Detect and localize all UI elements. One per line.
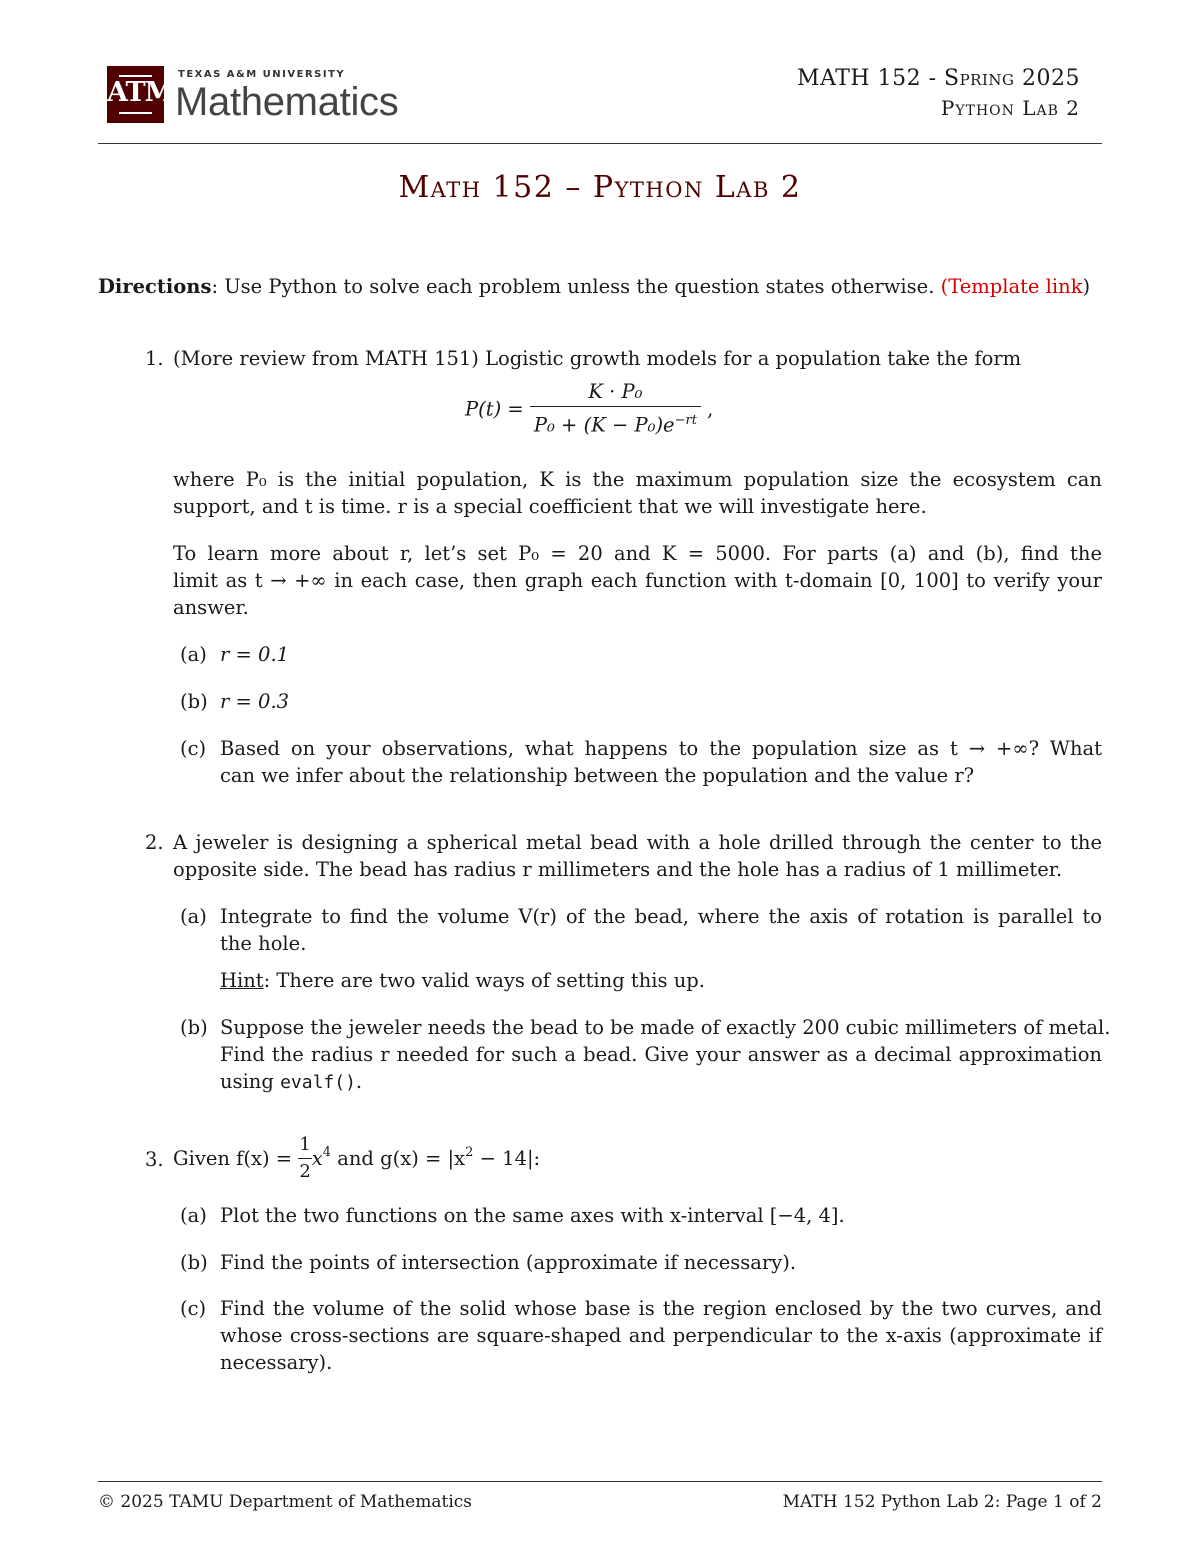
b-line3-post: . [355,1070,363,1093]
p3-c-line3: necessary). [220,1351,333,1374]
hint-text: : There are two valid ways of setting this up. [263,969,705,992]
given-fraction [298,1132,311,1185]
template-link-close: ) [1082,275,1091,298]
p1-c-line2: can we infer about the relationship between the population and the value r? [220,764,975,787]
part-text: Find the points of intersection (approximate if necessary). [220,1251,797,1274]
logo-bar-bottom [119,112,152,114]
part-label: (c) [180,737,207,760]
p2-b-line2: Find the radius r needed for such a bead. Give your answer as a decimal approximation [220,1043,1102,1066]
problem-3 [0,1132,1200,1192]
p2-a-line1: Integrate to find the volume V(r) of the bead, where the axis of rotation is parallel to [220,905,1102,928]
header-course: MATH 152 - Spring 2025 [797,66,1080,91]
directions-label: Directions [98,275,212,298]
part-label: (b) [180,1251,208,1274]
p1-text2-line2: limit as t → +∞ in each case, then graph each function with t-domain [0, 100] to verify your [173,569,1102,592]
given-end: − 14|: [473,1147,541,1170]
part-label: (b) [180,690,208,713]
p1-text1-line1: where P₀ is the initial population, K is the maximum population size the ecosystem can [173,468,1102,491]
problem-1-intro: (More review from MATH 151) Logistic growth models for a population take the form [173,347,1022,370]
fraction-numerator: 1 [299,1134,311,1155]
page-title: Math 152 – Python Lab 2 [398,170,802,205]
formula-lhs: P(t) = [465,397,524,421]
footer-page-number: MATH 152 Python Lab 2: Page 1 of 2 [782,1492,1102,1512]
problem-3-given [173,1132,540,1185]
formula-exponent: −rt [674,413,697,428]
footer-divider [98,1481,1102,1482]
given-g: and g(x) = |x [331,1147,466,1170]
given-x: x [311,1147,323,1170]
hint-label: Hint [220,969,264,992]
given-f: Given f(x) = [173,1147,293,1170]
problem-number: 1. [145,347,164,370]
p2-line1: A jeweler is designing a spherical metal bead with a hole drilled through the center to the [173,831,1102,854]
fraction-denominator: 2 [298,1158,311,1185]
p2-b-line1: Suppose the jeweler needs the bead to be made of exactly 200 cubic millimeters of metal. [220,1016,1111,1039]
part-text: r = 0.1 [220,643,290,666]
p2-hint [220,967,1102,995]
given-exponent: 4 [322,1145,332,1160]
p3-c-line2: whose cross-sections are square-shaped and perpendicular to the x-axis (approximate if [220,1324,1102,1347]
given-exponent-2: 2 [465,1145,474,1160]
tamu-logo-mark [107,66,174,123]
p2-b-line3 [220,1068,1102,1097]
p1-c-line1: Based on your observations, what happens to the population size as t → +∞? What [220,737,1102,760]
p3-c-line1: Find the volume of the solid whose base is the region enclosed by the two curves, and [220,1297,1102,1320]
template-link[interactable]: Template link [948,275,1083,298]
p1-text1-line2: support, and t is time. r is a special coefficient that we will investigate here. [173,495,927,518]
part-label: (c) [180,1297,207,1320]
template-link-open: ( [940,275,949,298]
part-label: (a) [180,905,207,928]
p2-line2: opposite side. The bead has radius r millimeters and the hole has a radius of 1 millimeter. [173,858,1063,881]
logo-mark-text: ATM [107,77,174,108]
evalf-code: evalf() [280,1072,356,1093]
b-line3-pre: using [220,1070,274,1093]
part-label: (b) [180,1016,208,1039]
formula-denominator [530,406,701,440]
part-text: Plot the two functions on the same axes with x-interval [−4, 4]. [220,1204,845,1227]
part-label: (a) [180,643,207,666]
logistic-formula [465,378,713,440]
p1-text2-line3: answer. [173,596,249,619]
directions [98,273,1102,301]
formula-end: , [707,397,714,421]
p1-text2-line1: To learn more about r, let’s set P₀ = 20 and K = 5000. For parts (a) and (b), find the [173,542,1102,565]
logo-university-text: TEXAS A&M UNIVERSITY [178,69,346,80]
part-label: (a) [180,1204,207,1227]
p2-a-line2: the hole. [220,932,307,955]
part-text: r = 0.3 [220,690,290,713]
formula-numerator: K · P₀ [588,380,643,403]
header-divider [98,143,1102,144]
formula-denominator-base: P₀ + (K − P₀)e [533,413,675,437]
header-lab: Python Lab 2 [940,96,1080,120]
footer-copyright: © 2025 TAMU Department of Mathematics [98,1492,473,1512]
problem-number: 3. [145,1148,164,1171]
directions-text: : Use Python to solve each problem unless the question states otherwise. [211,275,935,298]
problem-number: 2. [145,831,164,854]
formula-fraction [530,378,701,440]
logo-department-text: Mathematics [175,80,399,124]
